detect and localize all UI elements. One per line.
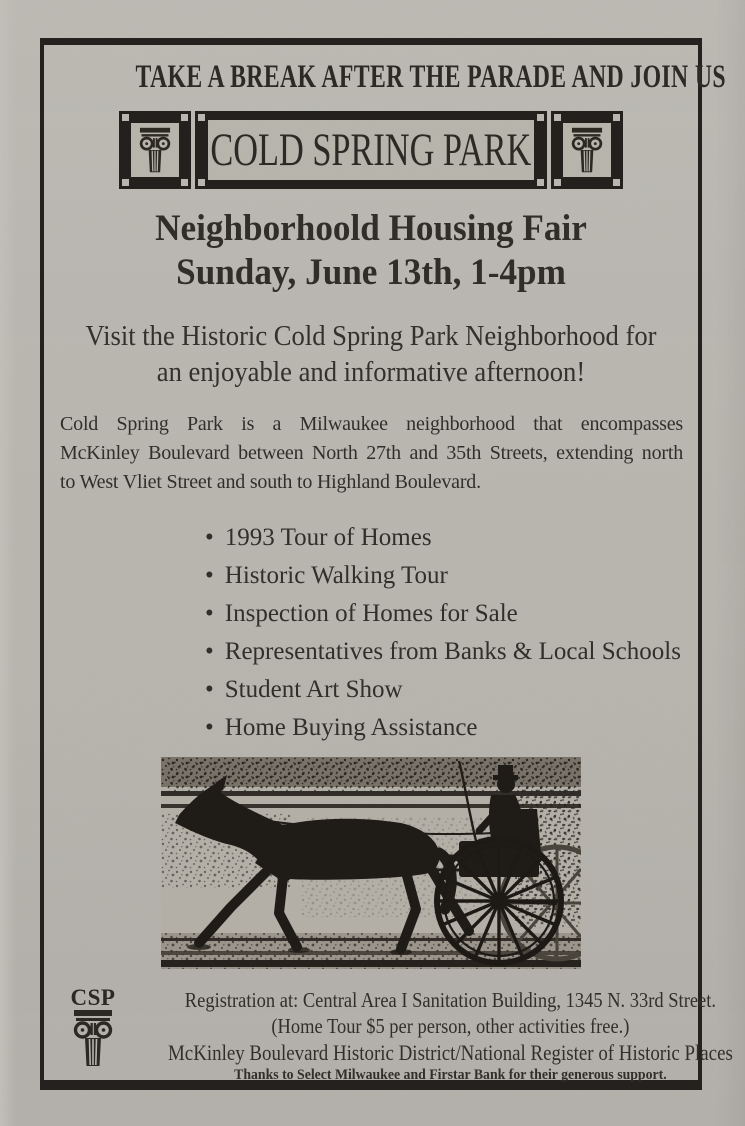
activity-label: Inspection of Homes for Sale bbox=[224, 600, 518, 627]
corner-square bbox=[122, 114, 129, 121]
banner-title-tile bbox=[195, 111, 547, 189]
bullet: • bbox=[205, 714, 214, 741]
corner-square bbox=[181, 179, 188, 186]
corner-square bbox=[198, 114, 205, 121]
bullet: • bbox=[205, 524, 214, 551]
neighborhood-description bbox=[60, 410, 683, 497]
cold-spring-park-banner bbox=[44, 111, 698, 189]
corner-square bbox=[181, 114, 188, 121]
horse-and-buggy-photo bbox=[161, 757, 581, 969]
registration-line: Registration at: Central Area I Sanitation Building, 1345 N. 33rd Street. bbox=[184, 988, 717, 1012]
price-line: (Home Tour $5 per person, other activities free.) bbox=[271, 1014, 630, 1038]
corner-square bbox=[198, 179, 205, 186]
event-title bbox=[44, 207, 698, 295]
description-line2: McKinley Boulevard between North 27th and 35th Streets, extending north bbox=[60, 442, 683, 464]
corner-square bbox=[537, 114, 544, 121]
csp-logo-text: CSP bbox=[70, 985, 116, 1010]
corner-square bbox=[554, 114, 561, 121]
corner-square bbox=[613, 114, 620, 121]
activity-label: Representatives from Banks & Local Schools bbox=[224, 638, 681, 665]
list-item bbox=[205, 523, 698, 553]
ionic-column-icon bbox=[131, 123, 179, 177]
list-item bbox=[205, 675, 698, 705]
bullet: • bbox=[205, 600, 214, 627]
event-title-line2: Sunday, June 13th, 1-4pm bbox=[176, 252, 566, 293]
ionic-column-icon bbox=[64, 1009, 122, 1067]
corner-square bbox=[122, 179, 129, 186]
corner-square bbox=[554, 179, 561, 186]
flyer-border-frame bbox=[40, 38, 733, 1090]
bullet: • bbox=[205, 638, 214, 665]
event-title-line1: Neighborhoold Housing Fair bbox=[155, 208, 587, 249]
csp-logo bbox=[64, 987, 122, 1067]
bullet: • bbox=[205, 676, 214, 703]
invitation-line2: an enjoyable and informative afternoon! bbox=[156, 357, 586, 388]
description-line1: Cold Spring Park is a Milwaukee neighborhood that encompasses bbox=[60, 413, 683, 435]
corner-square bbox=[613, 179, 620, 186]
bullet: • bbox=[205, 562, 214, 589]
thanks-line: Thanks to Select Milwaukee and Firstar Bank for their generous support. bbox=[234, 1067, 667, 1083]
invitation-line1: Visit the Historic Cold Spring Park Neighborhood for bbox=[85, 321, 657, 352]
description-line3: to West Vliet Street and south to Highland Boulevard. bbox=[60, 471, 481, 493]
activities-list bbox=[205, 523, 698, 743]
list-item bbox=[205, 561, 698, 591]
footer-text-block bbox=[122, 987, 745, 1085]
activity-label: Student Art Show bbox=[224, 676, 403, 703]
list-item bbox=[205, 713, 698, 743]
ionic-column-icon bbox=[563, 123, 611, 177]
flyer-headline: TAKE A BREAK AFTER THE PARADE AND JOIN US bbox=[135, 59, 726, 95]
activity-label: Home Buying Assistance bbox=[224, 714, 478, 741]
banner-title: COLD SPRING PARK bbox=[210, 123, 532, 176]
invitation-text bbox=[44, 319, 698, 391]
activity-label: 1993 Tour of Homes bbox=[224, 524, 432, 551]
flyer-footer bbox=[44, 985, 733, 1085]
list-item bbox=[205, 599, 698, 629]
corner-square bbox=[537, 179, 544, 186]
banner-right-column-tile bbox=[551, 111, 623, 189]
activity-label: Historic Walking Tour bbox=[224, 562, 448, 589]
list-item bbox=[205, 637, 698, 667]
banner-left-column-tile bbox=[119, 111, 191, 189]
historic-district-line: McKinley Boulevard Historic District/National Register of Historic Places bbox=[167, 1040, 733, 1065]
